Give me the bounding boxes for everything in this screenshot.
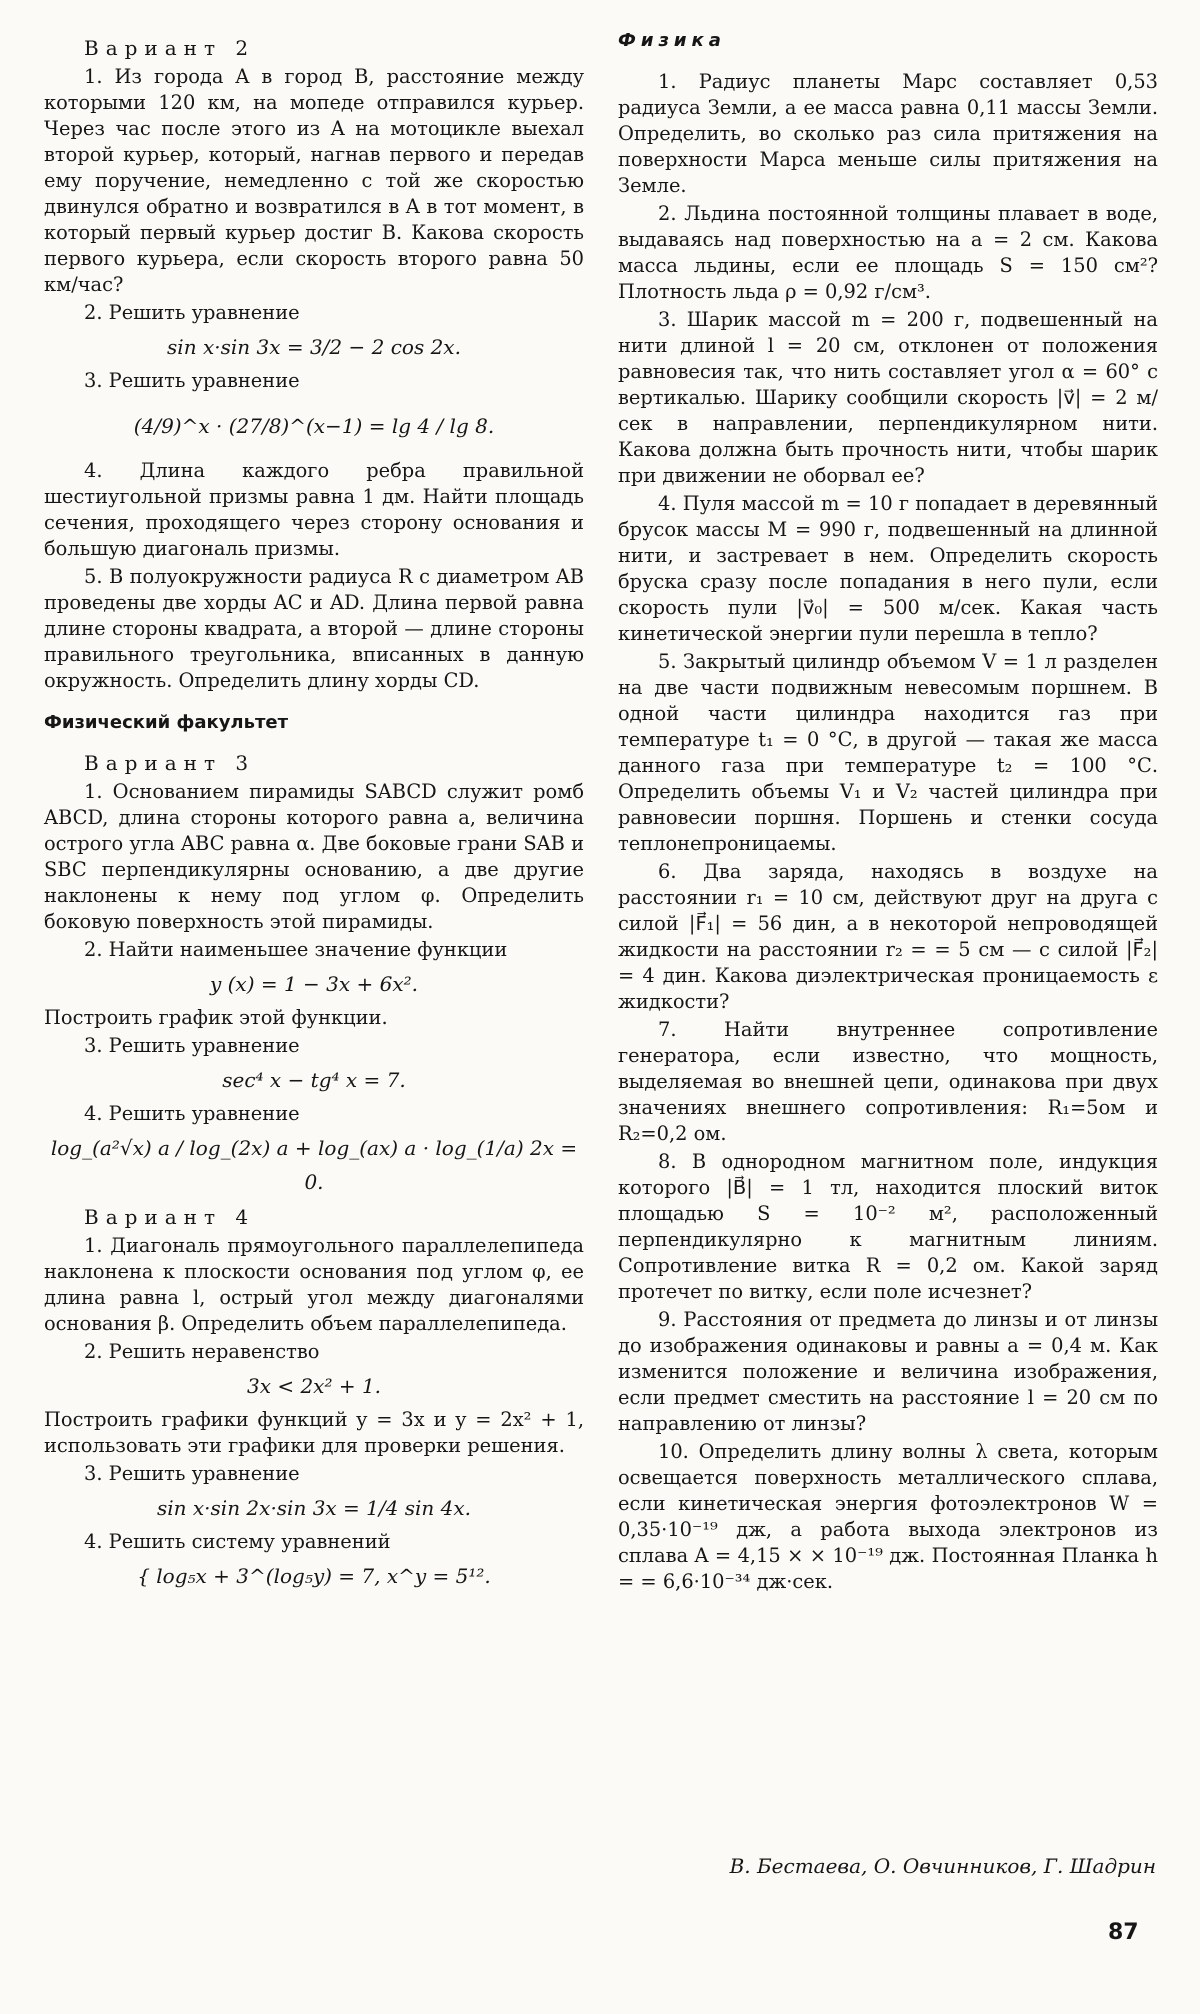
problem: 4. Решить систему уравнений: [84, 1530, 391, 1553]
equation: y (x) = 1 − 3x + 6x².: [209, 972, 419, 996]
problem: 3. Шарик массой m = 200 г, подвешенный на нити длиной l = 20 см, отклонен от положения равновесия так, что нить составляет угол α = 60° с вертикалью. Шарику сообщили скорость |v⃗| = 2 м/сек в направлении, перпендикулярном нити. Какова должна быть прочность нити, чтобы шарик при движении не оборвал ее?: [618, 308, 1158, 487]
physics-heading: Физика: [618, 30, 726, 51]
problem: 2. Найти наименьшее значение функции: [84, 938, 508, 961]
problem: 7. Найти внутреннее сопротивление генератора, если известно, что мощность, выделяемая во внешней цепи, одинакова при двух значениях внешнего сопротивления: R₁=5ом и R₂=0,2 ом.: [618, 1018, 1158, 1145]
problem: 3. Решить уравнение: [84, 1034, 300, 1057]
faculty-heading: Физический факультет: [44, 712, 289, 733]
left-column: [44, 30, 584, 1597]
problem-text: Построить график этой функции.: [44, 1006, 388, 1029]
problem: 2. Решить уравнение: [84, 301, 300, 324]
problem: 1. Основанием пирамиды SABCD служит ромб ABCD, длина стороны которого равна a, величина острого угла ABC равна α. Две боковые грани SAB и SBC перпендикулярны основанию, а две другие наклонены к нему под углом φ. Определить боковую поверхность этой пирамиды.: [44, 780, 584, 933]
variant-2-title: Вариант 2: [84, 36, 256, 60]
equation: log_(a²√x) a / log_(2x) a + log_(ax) a · log_(1/a) 2x = 0.: [50, 1136, 578, 1194]
problem: 6. Два заряда, находясь в воздухе на расстоянии r₁ = 10 см, действуют друг на друга с силой |F⃗₁| = 56 дин, а в некоторой непроводящей жидкости на расстоянии r₂ = = 5 см — с силой |F⃗₂| = 4 дин. Какова диэлектрическая проницаемость ε жидкости?: [618, 860, 1158, 1013]
equation: (4/9)^x · (27/8)^(x−1) = lg 4 / lg 8.: [133, 414, 495, 438]
problem: 2. Льдина постоянной толщины плавает в воде, выдаваясь над поверхностью на a = 2 см. Какова масса льдины, если ее площадь S = 150 см²? Плотность льда ρ = 0,92 г/см³.: [618, 202, 1158, 303]
problem-text: Построить графики функций y = 3x и y = 2x² + 1, использовать эти графики для проверки решения.: [44, 1408, 584, 1457]
problem: 3. Решить уравнение: [84, 1462, 300, 1485]
page-number: 87: [1108, 1920, 1139, 1945]
problem: 8. В однородном магнитном поле, индукция которого |B⃗| = 1 тл, находится плоский виток площадью S = 10⁻² м², расположенный перпендикулярно к магнитным линиям. Сопротивление витка R = 0,2 ом. Какой заряд протечет по витку, если поле исчезнет?: [618, 1150, 1158, 1303]
problem: 10. Определить длину волны λ света, которым освещается поверхность металлического сплава, если кинетическая энергия фотоэлектронов W = 0,35·10⁻¹⁹ дж, а работа выхода электронов из сплава A = 4,15 × × 10⁻¹⁹ дж. Постоянная Планка h = = 6,6·10⁻³⁴ дж·сек.: [618, 1440, 1158, 1593]
problem: 4. Решить уравнение: [84, 1102, 300, 1125]
problem: 4. Длина каждого ребра правильной шестиугольной призмы равна 1 дм. Найти площадь сечения, проходящего через сторону основания и большую диагональ призмы.: [44, 459, 584, 560]
problem: 4. Пуля массой m = 10 г попадает в деревянный брусок массы M = 990 г, подвешенный на длинной нити, и застревает в нем. Определить скорость бруска сразу после попадания в него пули, если скорость пули |v⃗₀| = 500 м/сек. Какая часть кинетической энергии пули перешла в тепло?: [618, 492, 1158, 645]
problem: 1. Радиус планеты Марс составляет 0,53 радиуса Земли, а ее масса равна 0,11 массы Земли. Определить, во сколько раз сила притяжения на поверхности Марса меньше силы притяжения на Земле.: [618, 70, 1158, 197]
equation: 3x < 2x² + 1.: [246, 1374, 382, 1398]
equation: { log₅x + 3^(log₅y) = 7, x^y = 5¹².: [137, 1564, 491, 1588]
problem: 2. Решить неравенство: [84, 1340, 320, 1363]
right-column: [618, 30, 1158, 1597]
problem: 1. Из города A в город B, расстояние между которыми 120 км, на мопеде отправился курьер. Через час после этого из A на мотоцикле выехал второй курьер, который, нагнав первого и передав ему поручение, немедленно с той же скоростью двинулся обратно и возвратился в A в тот момент, в который первый курьер достиг B. Какова скорость первого курьера, если скорость второго равна 50 км/час?: [44, 65, 584, 296]
author-signature: В. Бестаева, О. Овчинников, Г. Шадрин: [729, 1854, 1156, 1878]
problem: 9. Расстояния от предмета до линзы и от линзы до изображения одинаковы и равны a = 0,4 м. Как изменится положение и величина изображения, если предмет сместить на расстояние l = 20 см по направлению от линзы?: [618, 1308, 1158, 1435]
problem: 5. Закрытый цилиндр объемом V = 1 л разделен на две части подвижным невесомым поршнем. В одной части цилиндра находится газ при температуре t₁ = 0 °С, в другой — такая же масса данного газа при температуре t₂ = 100 °С. Определить объемы V₁ и V₂ частей цилиндра при равновесии поршня. Поршень и стенки сосуда теплонепроницаемы.: [618, 650, 1158, 855]
equation: sin x·sin 3x = 3/2 − 2 cos 2x.: [167, 335, 461, 359]
equation: sin x·sin 2x·sin 3x = 1/4 sin 4x.: [157, 1496, 471, 1520]
variant-4-title: Вариант 4: [84, 1205, 256, 1229]
problem: 3. Решить уравнение: [84, 369, 300, 392]
problem: 5. В полуокружности радиуса R с диаметром AB проведены две хорды AC и AD. Длина первой равна длине стороны квадрата, а второй — длине стороны правильного треугольника, вписанных в данную окружность. Определить длину хорды CD.: [44, 565, 584, 692]
problem: 1. Диагональ прямоугольного параллелепипеда наклонена к плоскости основания под углом φ, ее длина равна l, острый угол между диагоналями основания β. Определить объем параллелепипеда.: [44, 1234, 584, 1335]
equation: sec⁴ x − tg⁴ x = 7.: [222, 1068, 406, 1092]
variant-3-title: Вариант 3: [84, 751, 256, 775]
